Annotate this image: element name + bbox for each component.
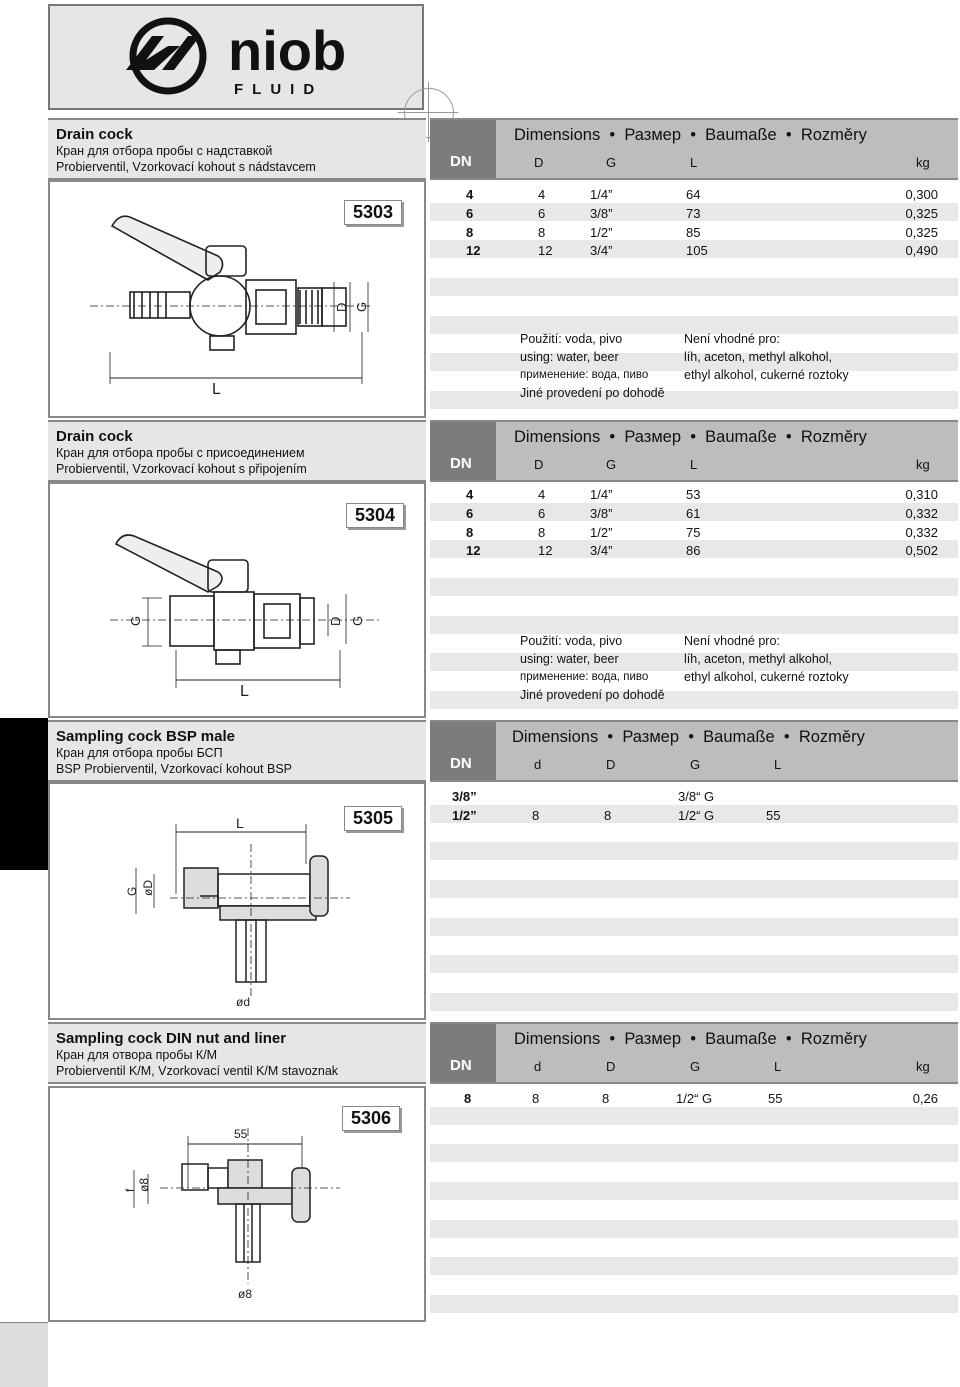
col-header: G [606, 457, 617, 472]
section-5303-header [48, 118, 426, 180]
table-cell: 12 [538, 543, 553, 559]
not-suitable-line: ethyl alkohol, cukerné roztoky [684, 368, 849, 382]
table-cell: 1/4” [590, 487, 613, 502]
section-title: Sampling cock DIN nut and liner [56, 1030, 287, 1047]
table-cell: 0,26 [912, 1091, 938, 1106]
table-cell: 3/4” [590, 243, 613, 259]
section-title-de-cz: Probierventil, Vzorkovací kohout s nádstavcem [56, 160, 316, 174]
table-stripe [430, 899, 958, 917]
table-cell: 1/2” [590, 224, 613, 240]
table-cell: 8 [604, 807, 612, 823]
table-stripe [430, 842, 958, 860]
section-5306-dims-header [430, 1022, 958, 1084]
product-code-5306: 5306 [342, 1106, 400, 1131]
table-stripe [430, 1276, 958, 1294]
dim-label-g: G [354, 301, 369, 312]
col-header: L [774, 757, 782, 772]
dim-label-l: L [212, 381, 221, 398]
table-stripe [430, 1163, 958, 1181]
brand-name: niob [228, 19, 347, 82]
table-cell: 3/8“ G [678, 789, 715, 804]
table-stripe [430, 578, 958, 596]
registration-line-h [398, 112, 458, 113]
table-stripe [430, 880, 958, 898]
side-tab [0, 718, 48, 870]
usage-line: Použití: voda, pivo [520, 332, 623, 346]
col-header: D [606, 1059, 616, 1074]
col-header: d [534, 757, 542, 772]
table-stripe [430, 1257, 958, 1275]
table-cell: 0,490 [905, 243, 938, 259]
section-title-de-cz: BSP Probierventil, Vzorkovací kohout BSP [56, 762, 292, 776]
col-header: L [774, 1059, 782, 1074]
dim-label-phi-8-bottom: ø8 [238, 1287, 253, 1301]
section-title-ru: Кран для отбора пробы БСП [56, 746, 223, 760]
table-cell: 8 [466, 524, 474, 540]
dim-label-g: G [350, 615, 365, 626]
table-cell: 55 [766, 807, 781, 823]
dims-title: Dimensions • Размер • Baumaße • Rozměry [514, 126, 867, 144]
col-header: G [606, 155, 617, 170]
table-stripe [430, 1144, 958, 1162]
table-stripe [430, 597, 958, 615]
usage-line: Použití: voda, pivo [520, 634, 623, 648]
section-5305-header [48, 720, 426, 782]
table-cell: 61 [686, 505, 701, 521]
table-stripe [430, 391, 958, 409]
product-code-5303: 5303 [344, 200, 402, 225]
table-cell: 8 [538, 524, 546, 540]
table-cell: 73 [686, 205, 701, 221]
dims-title: Dimensions • Размер • Baumaße • Rozměry [514, 1030, 867, 1048]
table-cell: 12 [466, 243, 481, 259]
table-stripe [430, 955, 958, 973]
table-cell: 1/2” [452, 807, 477, 823]
table-cell: 8 [538, 224, 546, 240]
dim-label-phi-d: øD [141, 880, 155, 896]
table-stripe [430, 1182, 958, 1200]
table-cell: 4 [466, 487, 474, 502]
table-cell: 8 [602, 1091, 610, 1106]
col-header: L [690, 155, 698, 170]
table-cell: 12 [466, 543, 481, 559]
not-suitable-line: líh, aceton, methyl alkohol, [684, 350, 832, 364]
col-header: d [534, 1059, 542, 1074]
table-stripe [430, 918, 958, 936]
not-suitable-line: líh, aceton, methyl alkohol, [684, 652, 832, 666]
usage-info [520, 330, 665, 402]
usage-line: Jiné provedení po dohodě [520, 386, 665, 400]
table-cell: 12 [538, 243, 553, 259]
table-cell: 3/4” [590, 543, 613, 559]
dim-label-g: G [128, 615, 143, 626]
usage-line: using: water, beer [520, 350, 619, 364]
table-cell: 0,325 [905, 224, 938, 240]
section-5306-header [48, 1022, 426, 1084]
section-5304-header [48, 420, 426, 482]
usage-line: применение: вода, пиво [520, 369, 649, 381]
col-header: L [690, 457, 698, 472]
table-stripe [430, 1107, 958, 1125]
table-cell: 8 [532, 1091, 540, 1106]
section-5305-dims-header [430, 720, 958, 782]
table-stripe [430, 1201, 958, 1219]
col-header: D [534, 155, 544, 170]
table-cell: 105 [686, 243, 708, 259]
dim-label-l: L [240, 683, 249, 700]
col-header: D [606, 757, 616, 772]
dn-cell: DN [430, 1024, 496, 1082]
table-cell: 1/4” [590, 187, 613, 202]
table-stripe [430, 691, 958, 709]
not-suitable-line: Není vhodné pro: [684, 634, 780, 648]
table-cell: 55 [768, 1091, 783, 1106]
section-5303-dims-header [430, 118, 958, 180]
product-code-5304: 5304 [346, 503, 404, 528]
not-suitable-info [684, 330, 849, 384]
dn-cell: DN [430, 722, 496, 780]
section-title-de-cz: Probierventil, Vzorkovací kohout s připojením [56, 462, 307, 476]
dn-cell: DN [430, 422, 496, 480]
side-tab-grey [0, 1322, 48, 1387]
table-cell: 8 [532, 807, 540, 823]
dims-title: Dimensions • Размер • Baumaße • Rozměry [512, 728, 865, 746]
section-title-ru: Кран для отбора пробы с присоединением [56, 446, 305, 460]
logo-box [48, 4, 424, 110]
dim-label-d: D [334, 302, 349, 312]
table-stripe [430, 559, 958, 577]
table-cell: 0,325 [905, 205, 938, 221]
brand-sub: FLUID [234, 81, 324, 98]
not-suitable-info [684, 632, 849, 686]
table-cell: 0,332 [905, 524, 938, 540]
table-stripe [430, 974, 958, 992]
niob-logo-icon [50, 6, 422, 108]
col-header: kg [916, 1059, 930, 1074]
dim-label-l: L [236, 815, 244, 831]
not-suitable-line: Není vhodné pro: [684, 332, 780, 346]
table-cell: 85 [686, 224, 701, 240]
table-cell: 64 [686, 187, 701, 202]
col-header: G [690, 1059, 701, 1074]
table-stripe [430, 1238, 958, 1256]
table-cell: 1/2“ G [678, 807, 715, 823]
table-cell: 4 [538, 487, 546, 502]
table-cell: 8 [464, 1091, 472, 1106]
col-header: kg [916, 155, 930, 170]
not-suitable-line: ethyl alkohol, cukerné roztoky [684, 670, 849, 684]
product-code-5305: 5305 [344, 806, 402, 831]
table-cell: 0,310 [905, 487, 938, 502]
usage-line: using: water, beer [520, 652, 619, 666]
table-stripe [430, 616, 958, 634]
table-cell: 0,300 [905, 187, 938, 202]
table-cell: 0,502 [905, 543, 938, 559]
table-cell: 3/8” [590, 205, 613, 221]
table-cell: 6 [538, 205, 546, 221]
table-stripe [430, 1295, 958, 1313]
table-cell: 6 [466, 505, 474, 521]
usage-line: Jiné provedení po dohodě [520, 688, 665, 702]
table-stripe [430, 824, 958, 842]
dim-label-phi-8: ø8 [137, 1177, 151, 1192]
section-title-ru: Кран для отбора пробы с надставкой [56, 144, 273, 158]
table-cell: 1/2“ G [676, 1091, 713, 1106]
table-cell: 6 [538, 505, 546, 521]
table-stripe [430, 259, 958, 277]
table-stripe [430, 1126, 958, 1144]
section-title: Drain cock [56, 428, 133, 445]
section-title-ru: Кран для отвора пробы К/М [56, 1048, 218, 1062]
dims-title: Dimensions • Размер • Baumaße • Rozměry [514, 428, 867, 446]
usage-info [520, 632, 665, 704]
table-cell: 0,332 [905, 505, 938, 521]
table-cell: 1/2” [590, 524, 613, 540]
table-cell: 4 [538, 187, 546, 202]
table-cell: 4 [466, 187, 474, 202]
dim-label-55: 55 [234, 1127, 248, 1141]
table-stripe [430, 993, 958, 1011]
col-header: D [534, 457, 544, 472]
table-cell: 3/8” [590, 505, 613, 521]
table-cell: 3/8” [452, 789, 477, 804]
table-stripe [430, 278, 958, 296]
usage-line: применение: вода, пиво [520, 671, 649, 683]
dn-cell: DN [430, 120, 496, 178]
section-5304-dims-header [430, 420, 958, 482]
table-cell: 75 [686, 524, 701, 540]
section-title-de-cz: Probierventil K/M, Vzorkovací ventil K/M stavoznak [56, 1064, 339, 1078]
table-cell: 86 [686, 543, 701, 559]
table-stripe [430, 297, 958, 315]
dim-label-g: G [125, 886, 139, 896]
section-title: Sampling cock BSP male [56, 728, 235, 745]
table-cell: 53 [686, 487, 701, 502]
table-stripe [430, 861, 958, 879]
col-header: kg [916, 457, 930, 472]
dim-label-phi-d-small: ød [236, 995, 251, 1009]
section-title: Drain cock [56, 126, 133, 143]
col-header: G [690, 757, 701, 772]
table-cell: 8 [466, 224, 474, 240]
table-cell: 6 [466, 205, 474, 221]
dim-label-f: f [123, 1188, 137, 1192]
dim-label-d: D [328, 616, 343, 626]
table-stripe [430, 1220, 958, 1238]
table-stripe [430, 936, 958, 954]
